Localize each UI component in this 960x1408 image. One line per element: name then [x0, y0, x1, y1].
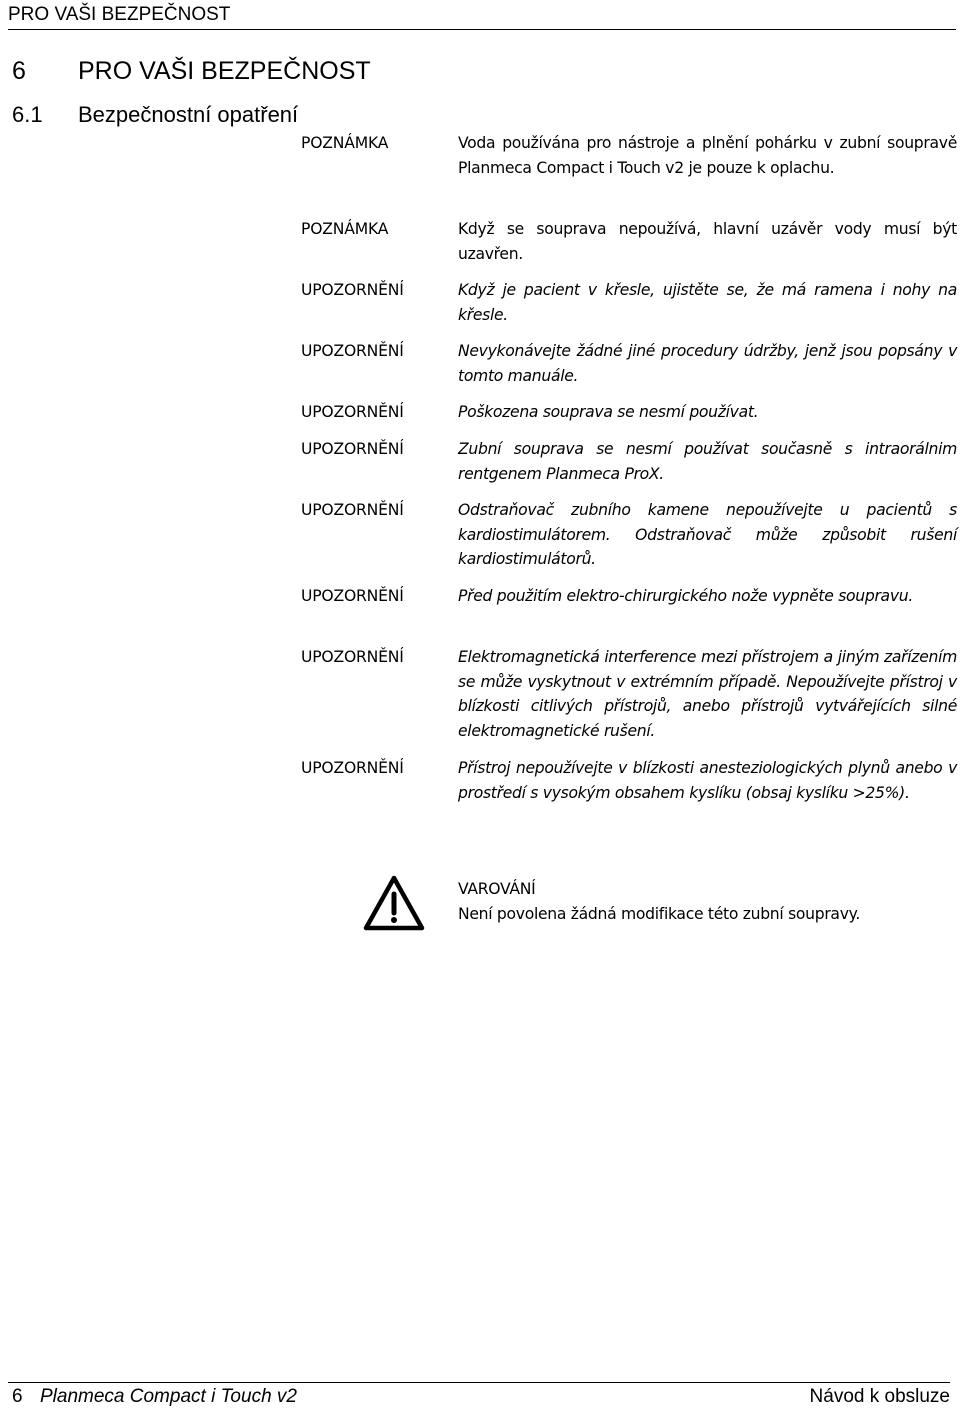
note-label: POZNÁMKA — [301, 220, 389, 238]
running-header — [8, 4, 956, 30]
caution-text: Zubní souprava se nesmí používat současně s intraorálnim rentgenem Planmeca ProX. — [458, 440, 957, 483]
caution-label: UPOZORNĚNÍ — [301, 759, 404, 777]
running-footer — [8, 1382, 950, 1407]
caution-item — [301, 400, 957, 437]
chapter-number: 6 — [12, 57, 26, 85]
section-title — [12, 102, 298, 128]
warning-block — [363, 875, 957, 935]
caution-item — [301, 756, 957, 842]
caution-text: Poškozena souprava se nesmí používat. — [458, 403, 759, 421]
note-text: Když se souprava nepoužívá, hlavní uzávěr vody musí být uzavřen. — [458, 220, 957, 263]
section-title-text: Bezpečnostní opatření — [78, 102, 299, 127]
caution-text: Přístroj nepoužívejte v blízkosti anesteziologických plynů anebo v prostředí s vysokým obsahem kyslíku (obsaj kyslíku >25%). — [458, 759, 957, 802]
caution-item — [301, 584, 957, 645]
footer-left — [12, 1386, 297, 1408]
footer-product-name: Planmeca Compact i Touch v2 — [40, 1386, 297, 1407]
safety-notes-list — [301, 131, 957, 842]
caution-label: UPOZORNĚNÍ — [301, 648, 404, 666]
caution-text: Odstraňovač zubního kamene nepoužívejte u pacientů s kardiostimulátorem. Odstraňovač může způsobit rušení kardiostimulátorů. — [458, 501, 957, 569]
warning-text-block — [458, 877, 860, 927]
running-header-title: PRO VAŠI BEZPEČNOST — [8, 4, 231, 25]
note-item — [301, 131, 957, 217]
warning-label: VAROVÁNÍ — [458, 880, 536, 898]
caution-label: UPOZORNĚNÍ — [301, 440, 404, 458]
caution-text: Nevykonávejte žádné jiné procedury údržby, jenž jsou popsány v tomto manuále. — [458, 342, 957, 385]
note-label: POZNÁMKA — [301, 134, 389, 152]
chapter-title-text: PRO VAŠI BEZPEČNOST — [78, 57, 371, 85]
section-number: 6.1 — [12, 102, 43, 127]
caution-item — [301, 645, 957, 756]
footer-page-number: 6 — [12, 1386, 23, 1407]
footer-doc-type: Návod k obsluze — [809, 1386, 950, 1407]
caution-item — [301, 498, 957, 584]
caution-text: Když je pacient v křesle, ujistěte se, že má ramena i nohy na křesle. — [458, 281, 957, 324]
caution-label: UPOZORNĚNÍ — [301, 587, 404, 605]
caution-item — [301, 339, 957, 400]
warning-message: Není povolena žádná modifikace této zubní soupravy. — [458, 905, 860, 923]
caution-label: UPOZORNĚNÍ — [301, 342, 404, 360]
caution-label: UPOZORNĚNÍ — [301, 403, 404, 421]
warning-triangle-icon — [363, 875, 425, 931]
note-item — [301, 217, 957, 278]
caution-label: UPOZORNĚNÍ — [301, 501, 404, 519]
note-text: Voda používána pro nástroje a plnění pohárku v zubní soupravě Planmeca Compact i Touch v2 je pouze k oplachu. — [458, 134, 957, 177]
caution-label: UPOZORNĚNÍ — [301, 281, 404, 299]
chapter-title — [12, 56, 371, 86]
caution-item — [301, 437, 957, 498]
caution-text: Před použitím elektro-chirurgického nože vypněte soupravu. — [458, 587, 913, 605]
caution-item — [301, 278, 957, 339]
caution-text: Elektromagnetická interference mezi přístrojem a jiným zařízením se může vyskytnout v extrémním případě. Nepoužívejte přístroj v blízkosti citlivých přístrojů, anebo přístrojů vytvářejících silné elektromagnetické rušení. — [458, 648, 957, 740]
